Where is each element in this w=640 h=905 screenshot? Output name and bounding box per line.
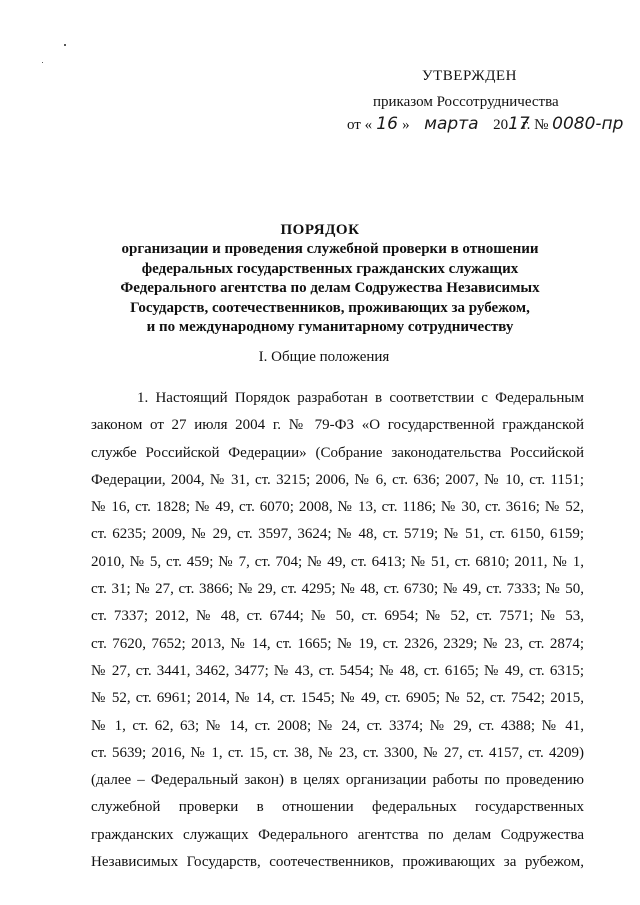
number-prefix: г. № (522, 117, 549, 133)
handwritten-month: марта (424, 114, 479, 134)
paragraph-line: гражданских служащих Федерального агентства по делам Содружества (91, 826, 584, 843)
paragraph-line: ст. 6235; 2009, № 29, ст. 3597, 3624; № 48, ст. 5719; № 51, ст. 6150, 6159; (91, 526, 584, 543)
subtitle-line: и по международному гуманитарному сотрудничеству (146, 319, 514, 335)
approval-heading: УТВЕРЖДЕН (422, 68, 517, 84)
subtitle-line: федеральных государственных гражданских служащих (141, 260, 519, 277)
scan-speck (42, 62, 43, 63)
body-paragraph (91, 385, 584, 876)
paragraph-line: 1. Настоящий Порядок разработан в соответствии с Федеральным (137, 390, 584, 406)
document-subtitle (110, 240, 550, 338)
approval-by-order: приказом Россотрудничества (373, 94, 559, 110)
paragraph-line: ст. 5639; 2016, № 1, ст. 15, ст. 38, № 23, ст. 3300, № 27, ст. 4157, ст. 4209) (91, 744, 584, 761)
paragraph-line: Федерации, 2004, № 31, ст. 3215; 2006, № 6, ст. 636; 2007, № 10, ст. 1151; (91, 471, 584, 488)
paragraph-line: (далее – Федеральный закон) в целях организации работы по проведению (91, 772, 584, 789)
date-separator: » (402, 117, 410, 133)
paragraph-line: № 52, ст. 6961; 2014, № 14, ст. 1545; № 49, ст. 6905; № 52, ст. 7542; 2015, (91, 690, 584, 707)
year-prefix: 20 (493, 117, 509, 133)
paragraph-line: Независимых Государств, соотечественников, проживающих за рубежом, (91, 854, 584, 871)
handwritten-day: 16 (376, 114, 398, 134)
paragraph-line: службе Российской Федерации» (Собрание законодательства Российской (91, 444, 584, 461)
handwritten-order-number: 0080-пр (552, 114, 624, 134)
document-title: ПОРЯДОК (280, 222, 360, 238)
subtitle-line: организации и проведения служебной проверки в отношении (121, 241, 539, 257)
approval-date-line (347, 113, 623, 135)
paragraph-line: 2010, № 5, ст. 459; № 7, ст. 704; № 49, ст. 6413; № 51, ст. 6810; 2011, № 1, (91, 553, 584, 570)
paragraph-line: ст. 7337; 2012, № 48, ст. 6744; № 50, ст. 6954; № 52, ст. 7571; № 53, (91, 608, 584, 625)
paragraph-line: № 1, ст. 62, 63; № 14, ст. 2008; № 24, ст. 3374; № 29, ст. 4388; № 41, (91, 717, 584, 734)
paragraph-line: служебной проверки в отношении федеральных государственных (91, 799, 584, 816)
paragraph-line: ст. 31; № 27, ст. 3866; № 29, ст. 4295; № 48, ст. 6730; № 49, ст. 7333; № 50, (91, 581, 584, 598)
paragraph-line: № 27, ст. 3441, 3462, 3477; № 43, ст. 5454; № 48, ст. 6165; № 49, ст. 6315; (91, 662, 584, 679)
paragraph-line: законом от 27 июля 2004 г. № 79-ФЗ «О государственной гражданской (91, 417, 584, 434)
paragraph-line: ст. 7620, 7652; 2013, № 14, ст. 1665; № 19, ст. 2326, 2329; № 23, ст. 2874; (91, 635, 584, 652)
subtitle-line: Государств, соотечественников, проживающих за рубежом, (130, 299, 530, 316)
subtitle-line: Федерального агентства по делам Содружества Независимых (120, 280, 540, 296)
paragraph-line: № 16, ст. 1828; № 49, ст. 6070; 2008, № 13, ст. 1186; № 30, ст. 3616; № 52, (91, 499, 584, 516)
section-heading: I. Общие положения (258, 349, 390, 365)
handwritten-year: 17 (508, 114, 530, 134)
date-prefix: от « (347, 117, 373, 133)
scan-speck (64, 44, 66, 46)
